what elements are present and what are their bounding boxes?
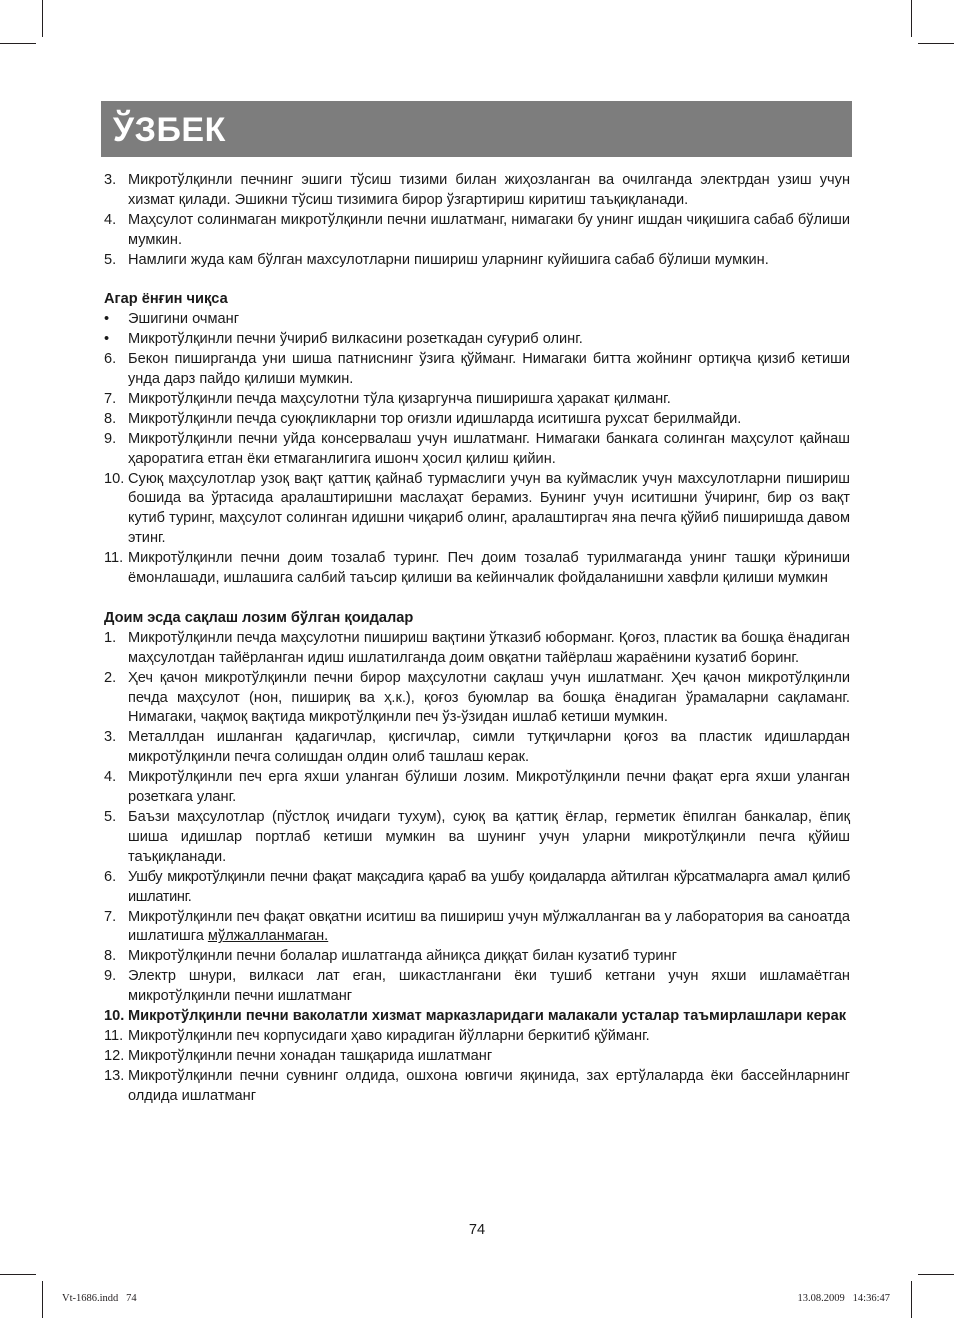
- list-item: [104, 1027, 850, 1047]
- list-item: [104, 629, 850, 669]
- item-number: 3.: [104, 172, 117, 188]
- bullet: •: [104, 331, 110, 348]
- item-text: Микротўлқинли печни уйда консервалаш учун ишлатманг. Нимагаки банкага солинган маҳсулот қайнаш ҳароратига етган ёки етмаганлигига ишонч ҳосил қилиш қийин.: [128, 430, 850, 467]
- item-number: 11.: [104, 550, 124, 567]
- list-item: [104, 549, 850, 589]
- list-item: [104, 350, 850, 390]
- item-text: Микротўлқинли печни ваколатли хизмат марказларидаги малакали усталар таъмирлашлари керак: [128, 1008, 847, 1025]
- list-item: [104, 410, 850, 430]
- print-slug-file: Vt-1686.indd 74: [62, 1293, 137, 1304]
- item-text: Микротўлқинли печни болалар ишлатганда айниқса диққат билан кузатиб туринг: [128, 948, 677, 965]
- item-text: Ушбу микротўлқинли печни фақат мақсадига қараб ва ушбу қоидаларда айтилган кўрсатмаларга амал қилиб ишлатинг.: [128, 868, 850, 905]
- item-text: Микротўлқинли печни сувнинг олдида, ошхона ювгичи яқинида, зах ертўлаларда ёки бассейнларнинг олдида ишлатманг: [128, 1067, 850, 1104]
- item-text: Микротўлқинли печ фақат овқатни иситиш ва пишириш учун мўлжалланган ва у лаборатория ва саноатда ишлатишга: [128, 908, 850, 945]
- section-heading-rules: Доим эсда сақлаш лозим бўлган қоидалар: [104, 609, 414, 626]
- print-slug-datetime: 13.08.2009 14:36:47: [797, 1293, 890, 1304]
- list-item: [104, 868, 850, 908]
- crop-mark: [0, 43, 36, 44]
- item-number: 12.: [104, 1047, 125, 1064]
- section-heading-fire: Агар ёнғин чиқса: [104, 291, 228, 308]
- item-number: 4.: [104, 211, 117, 228]
- list-item: [104, 768, 850, 808]
- crop-mark: [42, 1281, 43, 1318]
- item-text: Микротўлқинли печни ўчириб вилкасини розеткадан суғуриб олинг.: [128, 331, 583, 348]
- item-text: Микротўлқинли печда суюқликларни тор оғизли идишларда иситишга рухсат берилмайди.: [128, 410, 742, 427]
- item-number: 2.: [104, 669, 117, 686]
- item-number: 11.: [104, 1027, 124, 1044]
- item-number: 3.: [104, 729, 117, 746]
- item-text: Намлиги жуда кам бўлган махсулотларни пишириш уларнинг куйишига сабаб бўлиши мумкин.: [128, 251, 769, 268]
- item-text: Баъзи маҳсулотлар (пўстлоқ ичидаги тухум), суюқ ва қаттиқ ёғлар, герметик ёпилган банкалар, ёпиқ шиша идишлар портлаб кетиши мумкин ва шунинг учун уларни микротўлқинли печга қўйиш таъқиқланади.: [128, 808, 850, 865]
- list-item-emphasized: [104, 1007, 850, 1027]
- list-a: [104, 171, 850, 271]
- item-text: Микротўлқинли печни доим тозалаб туринг. Печ доим тозалаб турилмаганда унинг ташқи кўриниши ёмонлашади, ишлашига салбий таъсир қилиши ва кейинчалик фойдаланишни хавфли қилиши мумкин: [128, 550, 850, 587]
- item-text: Суюқ маҳсулотлар узоқ вақт қаттиқ қайнаб турмаслиги учун ва куймаслик учун махсулотларни пишириш бошида ва ўртасида аралаштиришни маслаҳат берамиз. Бунинг учун иситишни ўчиринг, бир оз вақт кутиб туринг, маҳсулот солинган идишни чиқариб олинг, аралаштиргач яна печга қўйиб пиширишда давом этинг.: [128, 470, 850, 547]
- page-title: ЎЗБЕК: [113, 111, 226, 149]
- list-item: [104, 808, 850, 868]
- list-item: [104, 251, 850, 271]
- crop-mark: [911, 0, 912, 37]
- list-item: [104, 470, 850, 550]
- list-item: [104, 967, 850, 1007]
- list-item: [104, 728, 850, 768]
- item-number: 5.: [104, 251, 117, 268]
- item-text: Микротўлқинли печда маҳсулотни пишириш вақтини ўтказиб юборманг. Қоғоз, пластик ва бошқа ёнадиган маҳсулотдан тайёрланган идиш ишлатилганда доим овқатни тайёрлаш жараёнини кузатиб боринг.: [128, 629, 850, 666]
- item-text: Ҳеч қачон микротўлқинли печни бирор маҳсулотни сақлаш учун ишлатманг. Ҳеч қачон микротўлқинли печда маҳсулот (нон, пишириқ ва ҳ.к.), қоғоз буюмлар ва бошқа ёнадиган ўрамаларни сақламанг. Нимагаки, чақмоқ вақтида микротўлқинли печ ўз-ўзидан ишлаб кетиши мумкин.: [128, 669, 850, 726]
- bullet: •: [104, 311, 110, 328]
- item-number: 7.: [104, 908, 117, 925]
- item-text-underlined: мўлжалланмаган.: [207, 928, 329, 945]
- item-text: Бекон пиширганда уни шиша патниснинг ўзига қўйманг. Нимагаки битта жойнинг ортиқча қизиб кетиши унда дарз пайдо қилиши мумкин.: [128, 351, 850, 388]
- crop-mark: [911, 1281, 912, 1318]
- item-text: Микротўлқинли печ ерга яхши уланган бўлиши лозим. Микротўлқинли печни фақат ерга яхши уланган розеткага уланг.: [128, 769, 850, 806]
- list-item: [104, 211, 850, 251]
- document-body: [104, 171, 850, 1107]
- list-item: [104, 947, 850, 967]
- item-number: 1.: [104, 629, 117, 646]
- list-item: [104, 908, 850, 948]
- crop-mark: [0, 1274, 36, 1275]
- list-item: [104, 330, 850, 350]
- list-item: [104, 669, 850, 729]
- item-text: Металлдан ишланган қадагичлар, қисгичлар, симли тутқичларни қоғоз ва пластик идишлардан микротўлқинли печга солишдан олдин олиб ташлаш керак.: [128, 729, 850, 766]
- item-text: Микротўлқинли печда маҳсулотни тўла қизаргунча пиширишга ҳаракат қилманг.: [128, 390, 671, 407]
- section-header-bar: [101, 101, 852, 157]
- list-item: [104, 310, 850, 330]
- item-text: Микротўлқинли печнинг эшиги тўсиш тизими билан жиҳозланган ва очилганда электрдан узиш учун хизмат қилади. Эшикни тўсиш тизимига бирор ўзгартириш киритиш таъқиқланади.: [128, 172, 850, 208]
- item-number: 6.: [104, 351, 117, 368]
- list-item: [104, 1067, 850, 1107]
- item-number: 7.: [104, 390, 117, 407]
- crop-mark: [42, 0, 43, 37]
- item-number: 10.: [104, 470, 125, 487]
- item-number: 5.: [104, 808, 117, 825]
- list-item: [104, 430, 850, 470]
- list-item: [104, 171, 850, 211]
- item-text: Микротўлқинли печ корпусидаги ҳаво кирадиган йўлларни беркитиб қўйманг.: [128, 1027, 650, 1044]
- item-number: 8.: [104, 948, 117, 965]
- item-text: Маҳсулот солинмаган микротўлқинли печни ишлатманг, нимагаки бу унинг ишдан чиқишига сабаб бўлиши мумкин.: [128, 211, 850, 248]
- list-item: [104, 390, 850, 410]
- item-number: 13.: [104, 1067, 125, 1084]
- fire-list: [104, 310, 850, 589]
- item-number: 10.: [104, 1008, 125, 1025]
- item-number: 9.: [104, 968, 117, 985]
- item-text: Эшигини очманг: [128, 311, 240, 328]
- item-number: 6.: [104, 868, 117, 885]
- list-item: [104, 1047, 850, 1067]
- item-text: Электр шнури, вилкаси лат еган, шикастлангани ёки тушиб кетгани учун яхши ишламаётган микротўлқинли печни ишлатманг: [128, 968, 850, 1005]
- crop-mark: [918, 43, 954, 44]
- page-number: 74: [468, 1222, 486, 1238]
- rules-list: [104, 629, 850, 1107]
- crop-mark: [918, 1274, 954, 1275]
- item-text: Микротўлқинли печни хонадан ташқарида ишлатманг: [128, 1047, 493, 1064]
- item-number: 4.: [104, 769, 117, 786]
- item-number: 8.: [104, 410, 117, 427]
- item-number: 9.: [104, 430, 117, 447]
